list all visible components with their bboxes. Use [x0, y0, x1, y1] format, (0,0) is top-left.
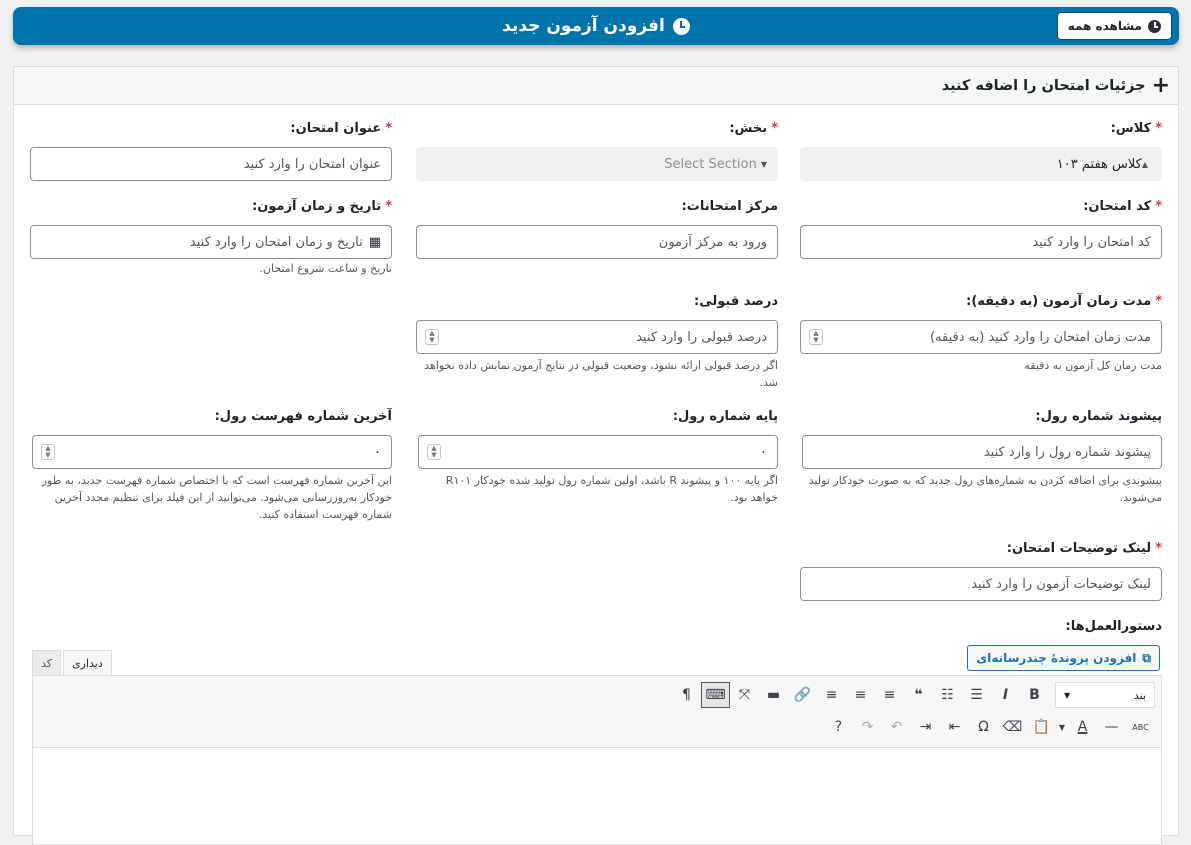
- spinner-icon[interactable]: ▲ ▼: [809, 329, 823, 345]
- instructions-label: دستورالعمل‌ها:: [1065, 619, 1162, 634]
- pass-percent-input[interactable]: درصد قبولی را وارد کنید ▲ ▼: [416, 320, 778, 354]
- roll-prefix-input[interactable]: پیشوند شماره رول را وارد کنید: [802, 435, 1162, 469]
- duration-help: مدت زمان کل آزمون به دقیقه: [1024, 359, 1162, 372]
- bold-icon[interactable]: B: [1029, 687, 1040, 703]
- editor-toolbar: [33, 676, 1161, 748]
- top-bar: [13, 7, 1179, 45]
- last-roll-input[interactable]: ۰ ▲ ▼: [32, 435, 392, 469]
- read-more-icon[interactable]: ▬: [766, 687, 781, 703]
- exam-center-label: مرکز امتحانات:: [681, 199, 778, 214]
- pass-percent-label: درصد قبولی:: [694, 294, 778, 309]
- tab-visual[interactable]: دیداری: [63, 650, 112, 676]
- editor-tabs: [32, 650, 114, 676]
- last-roll-label: آخرین شماره فهرست رول:: [214, 409, 392, 424]
- roll-base-label: پایه شماره رول:: [672, 409, 778, 424]
- spinner-icon[interactable]: ▲ ▼: [41, 444, 55, 460]
- bullet-list-icon[interactable]: ☰: [970, 687, 983, 703]
- fullscreen-icon[interactable]: ⤧: [738, 687, 751, 703]
- align-center-icon[interactable]: ≡: [854, 687, 867, 703]
- section-field-label: *بخش:: [729, 121, 778, 136]
- redo-icon[interactable]: ↷: [861, 719, 874, 735]
- clear-formatting-icon[interactable]: ⌫: [1002, 719, 1023, 735]
- plus-icon: +: [1151, 72, 1170, 98]
- exam-title-label: *عنوان امتحان:: [290, 121, 392, 136]
- toolbar-row-2: [824, 714, 1155, 740]
- align-right-icon[interactable]: ≡: [825, 687, 838, 703]
- outdent-icon[interactable]: ⇤: [948, 719, 961, 735]
- spinner-icon[interactable]: ▲ ▼: [427, 444, 441, 460]
- roll-base-input[interactable]: ۰ ▲ ▼: [418, 435, 778, 469]
- toolbar-row-1: [672, 682, 1155, 708]
- exam-datetime-input[interactable]: ▦ تاریخ و زمان امتحان را وارد کنید: [30, 225, 392, 259]
- tab-code[interactable]: کد: [32, 650, 61, 676]
- indent-icon[interactable]: ⇥: [919, 719, 932, 735]
- align-left-icon[interactable]: ≡: [883, 687, 896, 703]
- roll-prefix-label: پیشوند شماره رول:: [1035, 409, 1162, 424]
- editor-content-area[interactable]: [33, 748, 1161, 844]
- caret-down-icon[interactable]: ▼: [1058, 722, 1066, 732]
- instructions-editor: [32, 675, 1162, 845]
- exam-title-input[interactable]: عنوان امتحان را وارد کنید: [30, 147, 392, 181]
- exam-datetime-help: تاریخ و ساعت شروع امتحان.: [259, 262, 392, 275]
- card-header: + جزئیات امتحان را اضافه کنید: [14, 67, 1178, 105]
- exam-code-label: *کد امتحان:: [1083, 199, 1162, 214]
- clock-icon: [673, 18, 690, 35]
- numbered-list-icon[interactable]: ☷: [941, 687, 954, 703]
- exam-code-input[interactable]: کد امتحان را وارد کنید: [800, 225, 1162, 259]
- paste-text-icon[interactable]: 📋: [1032, 719, 1051, 735]
- page-title: افزودن آزمون جدید: [13, 7, 1179, 45]
- media-icon: ⧉: [1142, 650, 1151, 665]
- class-select[interactable]: ▲ کلاس هفتم ۱۰۳: [800, 147, 1162, 181]
- help-icon[interactable]: ?: [834, 719, 843, 735]
- section-select[interactable]: Select Section ▼: [416, 147, 778, 181]
- exam-center-input[interactable]: ورود به مرکز آزمون: [416, 225, 778, 259]
- exam-datetime-label: *تاریخ و زمان آزمون:: [252, 199, 392, 214]
- italic-icon[interactable]: I: [1002, 687, 1009, 703]
- last-roll-help: این آخرین شماره فهرست است که با اختصاص شماره فهرست جدید، به طور خودکار به‌روزرسانی می‌شود. می‌توانید از این فیلد برای تنظیم مجدد آخرین شماره فهرست استفاده کنید.: [41, 474, 392, 521]
- roll-prefix-help: پیشوندی برای اضافه کردن به شماره‌های رول جدید که به صورت خودکار تولید می‌شوند.: [808, 474, 1162, 504]
- caret-down-icon: ▼: [760, 159, 767, 169]
- clock-icon: [1148, 20, 1161, 33]
- calendar-icon: ▦: [368, 234, 381, 250]
- duration-input[interactable]: مدت زمان امتحان را وارد کنید (به دقیقه) ▲ ▼: [800, 320, 1162, 354]
- toolbar-toggle-icon[interactable]: ⌨: [701, 682, 730, 708]
- blockquote-icon[interactable]: ❝: [914, 687, 923, 703]
- caret-up-icon: ▲: [1141, 159, 1148, 169]
- spinner-icon[interactable]: ▲ ▼: [425, 329, 439, 345]
- duration-label: *مدت زمان آزمون (به دقیقه):: [966, 294, 1162, 309]
- horizontal-line-icon[interactable]: —: [1104, 719, 1119, 735]
- exam-details-card: [13, 66, 1179, 836]
- exam-link-label: *لینک توضیحات امتحان:: [1006, 541, 1162, 556]
- format-select[interactable]: بند ▼: [1055, 682, 1155, 708]
- view-all-button[interactable]: مشاهده همه: [1057, 12, 1172, 40]
- class-field-label: *کلاس:: [1110, 121, 1162, 136]
- text-color-icon[interactable]: A: [1077, 719, 1088, 735]
- caret-down-icon: ▼: [1064, 690, 1071, 700]
- undo-icon[interactable]: ↶: [890, 719, 903, 735]
- roll-base-help: اگر پایه ۱۰۰ و پیشوند R باشد، اولین شماره رول تولید شده خودکار R۱۰۱ خواهد بود.: [445, 474, 778, 504]
- add-media-button[interactable]: ⧉ افزودن پروندهٔ چندرسانه‌ای: [967, 645, 1160, 671]
- exam-link-input[interactable]: لینک توضیحات آزمون را وارد کنید: [800, 567, 1162, 601]
- paragraph-icon[interactable]: ¶: [682, 687, 691, 703]
- strikethrough-icon[interactable]: ABC: [1132, 722, 1149, 732]
- special-character-icon[interactable]: Ω: [978, 719, 989, 735]
- link-icon[interactable]: 🔗: [793, 687, 812, 703]
- pass-percent-help: اگر درصد قبولی ارائه نشود، وضعیت قبولی در نتایج آزمون نمایش داده نخواهد شد.: [424, 359, 778, 389]
